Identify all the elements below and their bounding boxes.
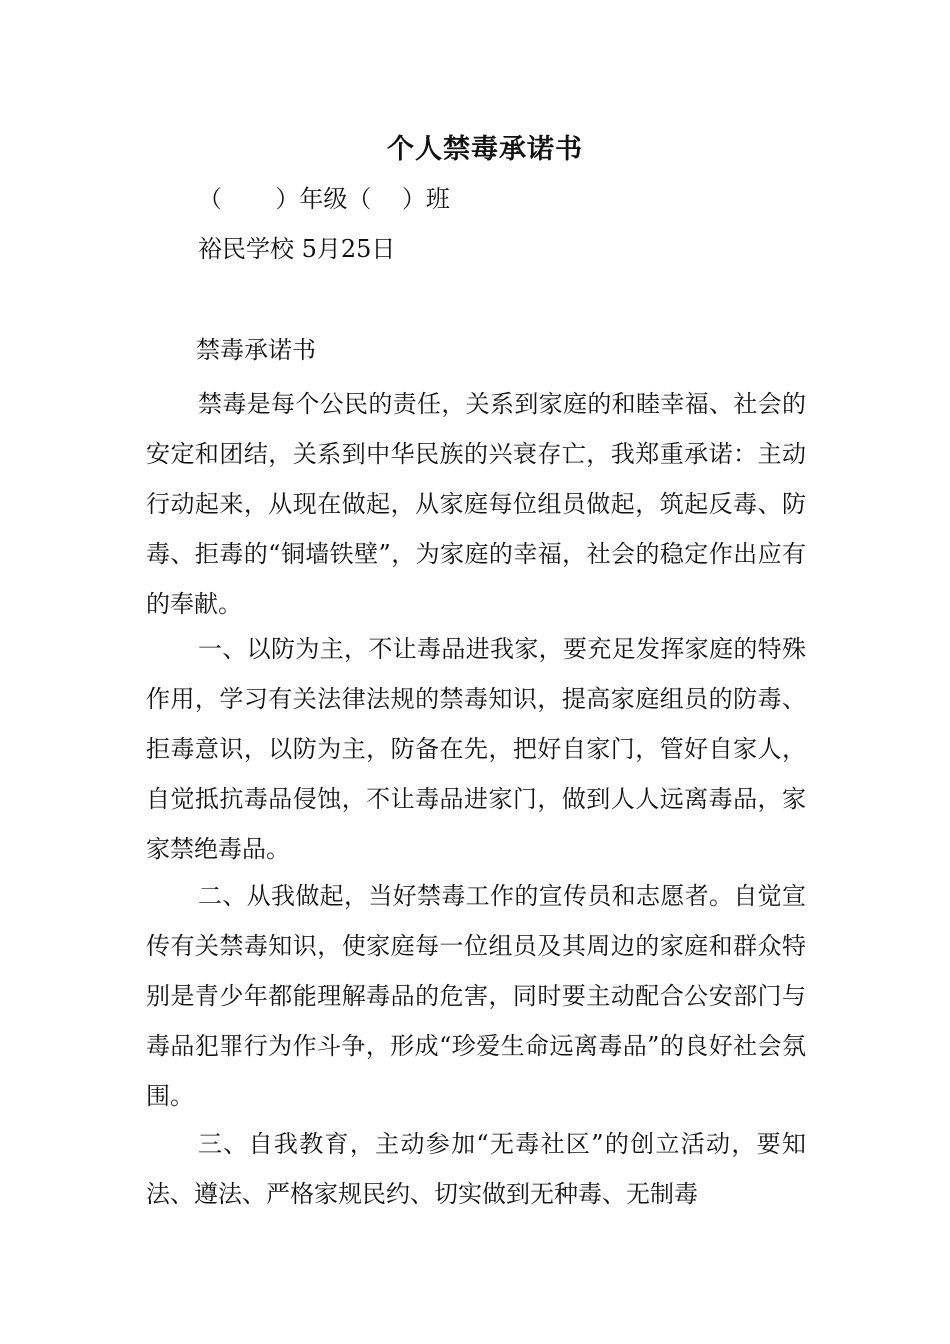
document-title: 个人禁毒承诺书 (387, 134, 583, 165)
paragraph-pledge-3: 三、自我教育，主动参加“无毒社区”的创立活动，要知法、遵法、严格家规民约、切实做到无种毒、无制毒 (146, 1130, 806, 1208)
paragraph-pledge-2: 二、从我做起，当好禁毒工作的宣传员和志愿者。自觉宣传有关禁毒知识，使家庭每一位组员及其周边的家庭和群众特别是青少年都能理解毒品的危害，同时要主动配合公安部门与毒品犯罪行为作斗争，形成“珍爱生命远离毒品”的良好社会氛围。 (146, 882, 806, 1110)
paragraph-intro: 禁毒是每个公民的责任，关系到家庭的和睦幸福、社会的安定和团结，关系到中华民族的兴衰存亡，我郑重承诺：主动行动起来，从现在做起，从家庭每位组员做起，筑起反毒、防毒、拒毒的“铜墙铁壁”，为家庭的幸福，社会的稳定作出应有的奉献。 (146, 390, 806, 618)
class-grade-line: （ ）年级（ ）班 (198, 185, 450, 213)
school-date-line: 裕民学校 5月25日 (198, 235, 396, 263)
paragraph-pledge-1: 一、以防为主，不让毒品进我家，要充足发挥家庭的特殊作用，学习有关法律法规的禁毒知识，提高家庭组员的防毒、拒毒意识，以防为主，防备在先，把好自家门，管好自家人，自觉抵抗毒品侵蚀，不让毒品进家门，做到人人远离毒品，家家禁绝毒品。 (146, 635, 806, 863)
document-subtitle: 禁毒承诺书 (196, 336, 316, 364)
